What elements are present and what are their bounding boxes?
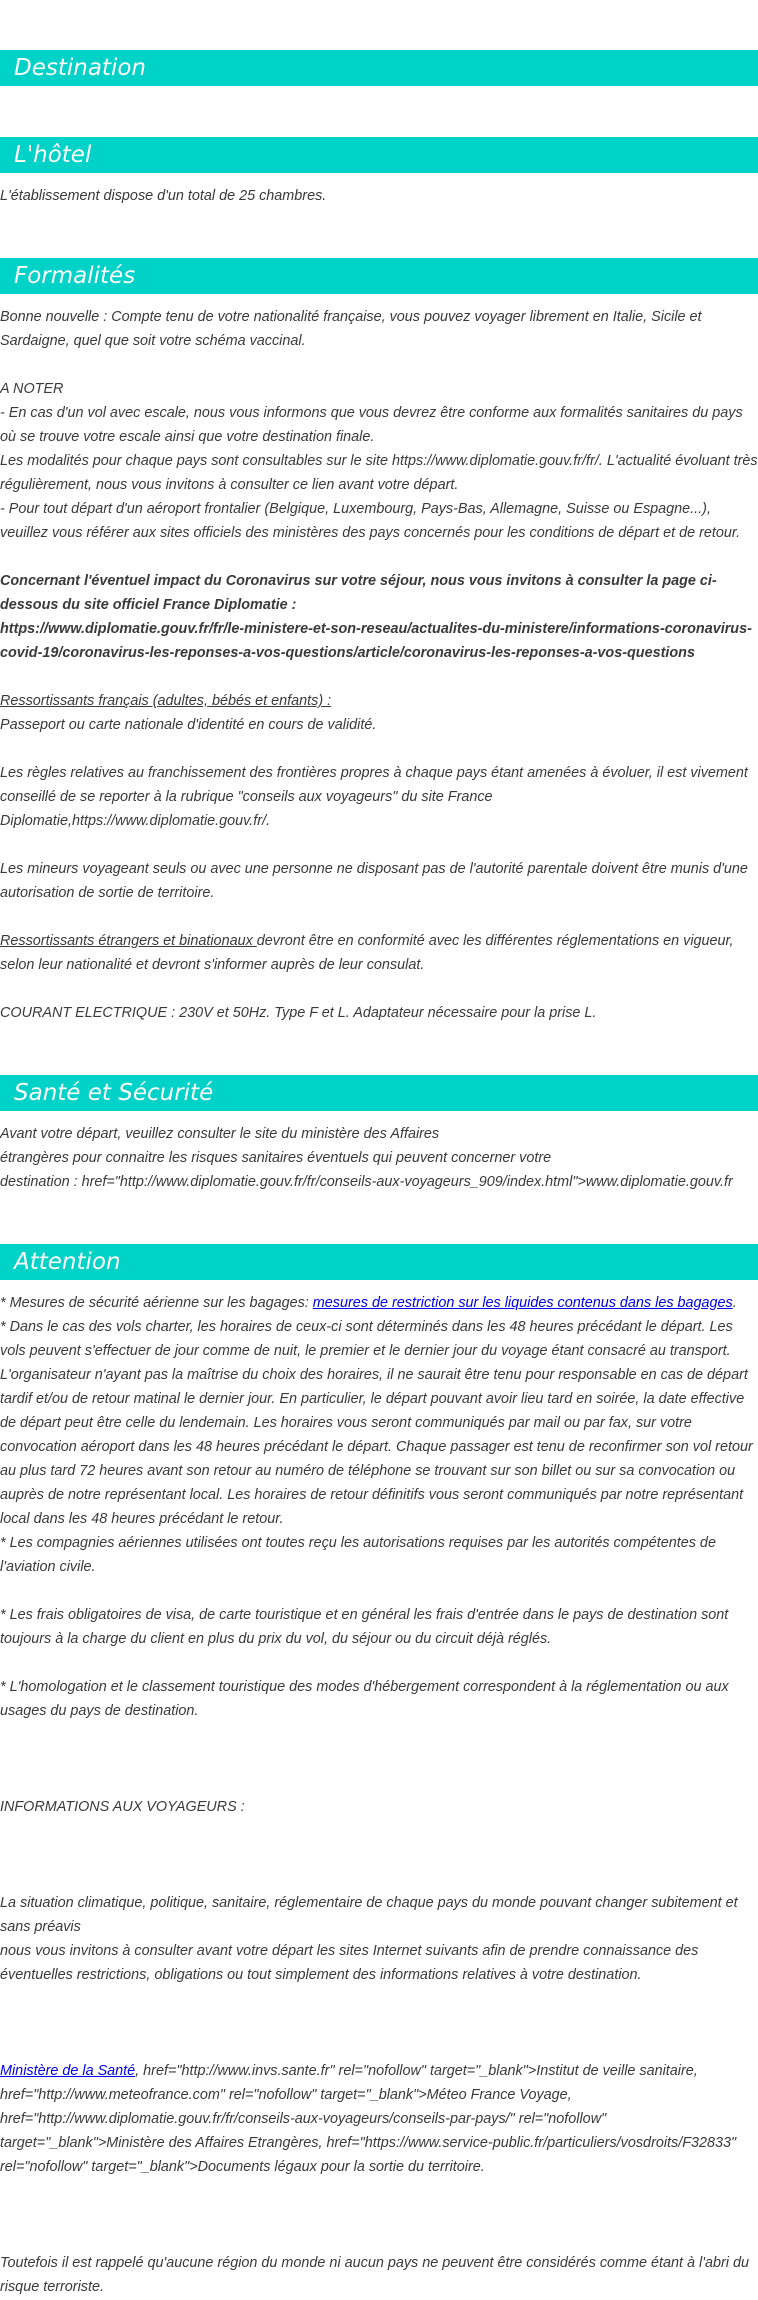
mesures-securite-text: * Mesures de sécurité aérienne sur les bagages: [0, 1295, 313, 1311]
ministere-sante-link[interactable]: Ministère de la Santé [0, 2063, 136, 2079]
good-news-text: Bonne nouvelle : Compte tenu de votre nationalité française, vous pouvez voyager librement en Italie, Sicile et Sardaigne, quel que soit votre schéma vaccinal. [0, 309, 702, 349]
hotel-rooms-text: L'établissement dispose d'un total de 25 chambres. [0, 188, 327, 204]
sites-paragraph [0, 2059, 758, 2179]
terrorisme-text: Toutefois il est rappelé qu'aucune région du monde ni aucun pays ne peuvent être considérés comme étant à l'abri du risque terroriste. [0, 2255, 749, 2295]
section-header-destination: Destination [0, 50, 758, 86]
ressortissants-etrangers-text: devront être en conformité avec les différentes réglementations en vigueur, selon leur nationalité et devront s'informer auprès de leur consulat. [0, 933, 734, 973]
ressortissants-etrangers-title: Ressortissants étrangers et binationaux [0, 933, 257, 949]
section-header-attention: Attention [0, 1244, 758, 1280]
escale-text: - En cas d'un vol avec escale, nous vous informons que vous devrez être conforme aux formalités sanitaires du pays où se trouve votre escale ainsi que votre destination finale. [0, 405, 743, 445]
sites-text: , href="http://www.invs.sante.fr" rel="nofollow" target="_blank">Institut de veille sanitaire, href="http://www.meteofrance.com" rel="nofollow" target="_blank">Méteo France Voyage, href="http://www.diplomatie.gouv.fr/fr/conseils-aux-voyageurs/conseils-par-pays/" rel="nofollow" target="_blank">Ministère des Affaires Etrangères, href="https://www.service-public.fr/particuliers/vosdroits/F32833" rel="nofollow" target="_blank">Documents légaux pour la sortie du territoire. [0, 2063, 737, 2175]
informations-voyageurs-title: INFORMATIONS AUX VOYAGEURS : [0, 1799, 245, 1815]
regles-frontieres-text: Les règles relatives au franchissement des frontières propres à chaque pays étant amenées à évoluer, il est vivement conseillé de se reporter à la rubrique "conseils aux voyageurs" du site France Diplomatie,https://www.diplomatie.gouv.fr/. [0, 765, 748, 829]
homologation-text: * L'homologation et le classement touristique des modes d'hébergement correspondent à la réglementation ou aux usages du pays de destination. [0, 1679, 729, 1719]
section-header-formalites: Formalités [0, 258, 758, 294]
frais-text: * Les frais obligatoires de visa, de carte touristique et en général les frais d'entrée dans le pays de destination sont toujours à la charge du client en plus du prix du vol, du séjour ou du circuit déjà réglés. [0, 1607, 729, 1647]
compagnies-text: * Les compagnies aériennes utilisées ont toutes reçu les autorisations requises par les autorités compétentes de l'aviation civile. [0, 1535, 716, 1575]
coronavirus-url: https://www.diplomatie.gouv.fr/fr/le-ministere-et-son-reseau/actualites-du-ministere/informations-coronavirus-covid-19/coronavirus-les-reponses-a-vos-questions/article/coronavirus-les-reponses-a-vos-questions [0, 621, 752, 661]
vols-charter-text: * Dans le cas des vols charter, les horaires de ceux-ci sont déterminés dans les 48 heures précédant le départ. Les vols peuvent s'effectuer de jour comme de nuit, le premier et le dernier jour du voyage étant consacré au transport. L'organisateur n'ayant pas la maîtrise du choix des horaires, il ne saurait être tenu pour responsable en cas de départ tardif et/ou de retour matinal le dernier jour. En particulier, le départ pouvant avoir lieu tard en soirée, la date effective de départ peut être celle du lendemain. Les horaires vous seront communiqués par mail ou par fax, sur votre convocation aéroport dans les 48 heures précédant le départ. Chaque passager est tenu de reconfirmer son vol retour au plus tard 72 heures avant son retour au numéro de téléphone se trouvant sur son billet ou sur sa convocation ou auprès de notre représentant local. Les horaires de retour définitifs vous seront communiqués par notre représentant local dans les 48 heures précédant le retour. [0, 1319, 753, 1527]
modalites-text: Les modalités pour chaque pays sont consultables sur le site https://www.diplomatie.gouv.fr/fr/. L'actualité évoluant très régulièrement, nous vous invitons à consulter ce lien avant votre départ. [0, 453, 758, 493]
mesures-securite-end: . [732, 1295, 737, 1311]
mineurs-text: Les mineurs voyageant seuls ou avec une personne ne disposant pas de l'autorité parentale doivent être munis d'une autorisation de sortie de territoire. [0, 861, 748, 901]
section-header-hotel: L'hôtel [0, 137, 758, 173]
section-header-sante: Santé et Sécurité [0, 1075, 758, 1111]
ressortissants-francais-title: Ressortissants français (adultes, bébés et enfants) : [0, 693, 332, 709]
ressortissants-francais-text: Passeport ou carte nationale d'identité en cours de validité. [0, 717, 377, 733]
liquides-restriction-link[interactable]: mesures de restriction sur les liquides contenus dans les bagages [312, 1295, 733, 1311]
coronavirus-intro: Concernant l'éventuel impact du Coronavirus sur votre séjour, nous vous invitons à consulter la page ci-dessous du site officiel France Diplomatie : [0, 573, 717, 613]
sante-line-1: Avant votre départ, veuillez consulter le site du ministère des Affaires [0, 1126, 440, 1142]
mesures-securite-paragraph [0, 1291, 758, 1315]
courant-electrique-text: COURANT ELECTRIQUE : 230V et 50Hz. Type F et L. Adaptateur nécessaire pour la prise L. [0, 1005, 597, 1021]
a-noter-label: A NOTER [0, 381, 64, 397]
ressortissants-etrangers-paragraph [0, 929, 758, 977]
situation-text: La situation climatique, politique, sanitaire, réglementaire de chaque pays du monde pouvant changer subitement et sans préavis nous vous invitons à consulter avant votre départ les sites Internet suivants afin de prendre connaissance des éventuelles restrictions, obligations ou tout simplement des informations relatives à votre destination. [0, 1895, 738, 1983]
frontalier-text: - Pour tout départ d'un aéroport frontalier (Belgique, Luxembourg, Pays-Bas, Allemagne, Suisse ou Espagne...), veuillez vous référer aux sites officiels des ministères des pays concernés pour les conditions de départ et de retour. [0, 501, 741, 541]
sante-line-2: étrangères pour connaitre les risques sanitaires éventuels qui peuvent concerner votre [0, 1150, 552, 1166]
sante-line-3: destination : href="http://www.diplomatie.gouv.fr/fr/conseils-aux-voyageurs_909/index.html">www.diplomatie.gouv.fr [0, 1174, 733, 1190]
